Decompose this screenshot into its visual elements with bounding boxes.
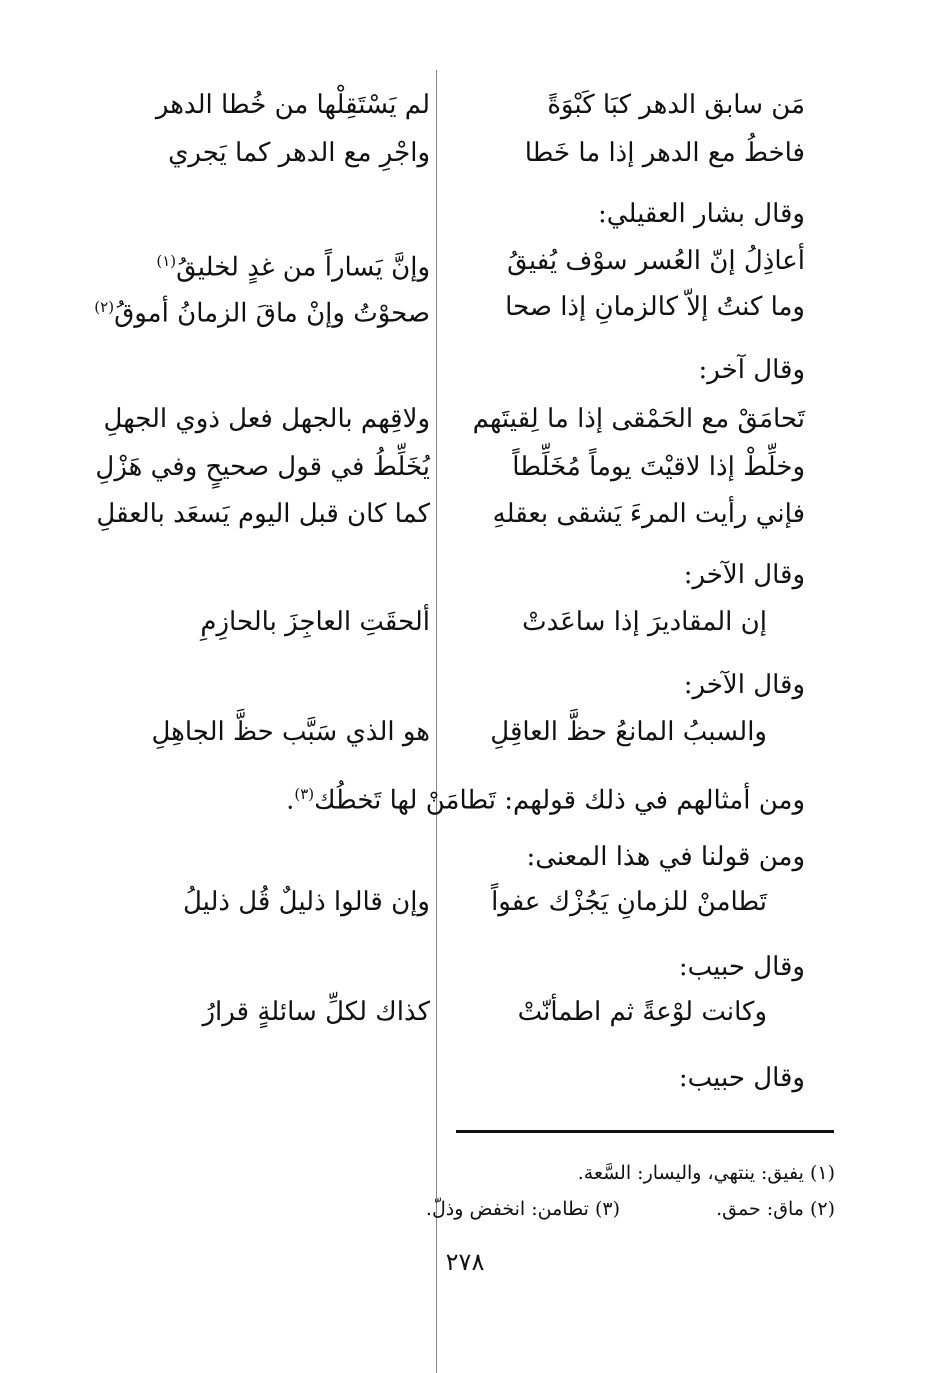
verse-6-second-hemistich: يُخَلِّطُ في قول صحيحٍ وفي هَزْلِ (95, 452, 430, 482)
verse-9-first-hemistich: والسببُ المانعُ حظَّ العاقِلِ (490, 717, 767, 747)
poem-heading: وقال الآخر: (683, 670, 805, 700)
page-number: ٢٧٨ (445, 1248, 485, 1276)
verse-4-second-hemistich (20, 290, 430, 331)
poem-heading: وقال بشار العقيلي: (598, 199, 805, 229)
verse-3-second-hemistich (20, 244, 430, 285)
verse-10-second-hemistich: وإن قالوا ذليلٌ قُل ذليلُ (182, 887, 430, 917)
prose-line (105, 777, 805, 818)
verse-9-second-hemistich: هو الذي سَبَّب حظَّ الجاهِلِ (151, 717, 430, 747)
verse-7-second-hemistich: كما كان قبل اليوم يَسعَد بالعقلِ (96, 499, 430, 529)
poem-heading: وقال آخر: (698, 355, 805, 385)
verse-2-second-hemistich: واجْرِ مع الدهر كما يَجري (168, 138, 430, 168)
poem-heading: وقال حبيب: (678, 1063, 805, 1093)
verse-4-first-hemistich: وما كنتُ إلاّ كالزمانِ إذا صحا (505, 292, 805, 322)
verse-1-first-hemistich: مَن سابق الدهر كبَا كَبْوَةً (547, 90, 805, 120)
poem-heading: وقال الآخر: (683, 560, 805, 590)
verse-8-first-hemistich: إن المقاديرَ إذا ساعَدتْ (522, 607, 767, 637)
verse-text: صحوْتُ وإنْ ماقَ الزمانُ أموقُ (114, 298, 430, 329)
footnote-separator (456, 1130, 834, 1133)
prose-text: ومن أمثالهم في ذلك قولهم: تَطامَنْ لها تَخطُك (314, 785, 805, 816)
poem-heading: وقال حبيب: (678, 952, 805, 982)
footnote-marker: (٢) (94, 298, 115, 316)
verse-text: وإنَّ يَساراً من غدٍ لخليقُ (176, 252, 430, 283)
verse-5-first-hemistich: تَحامَقْ مع الحَمْقى إذا ما لِقيتَهم (472, 404, 805, 434)
verse-7-first-hemistich: فإني رأيت المرءَ يَشقى بعقلهِ (492, 499, 805, 529)
footnote-marker: (٣) (294, 785, 315, 803)
poem-heading: ومن قولنا في هذا المعنى: (526, 842, 805, 872)
footnote-3: (٣) تطامن: انخفض وذلّ. (425, 1198, 620, 1220)
verse-6-first-hemistich: وخلِّطْ إذا لاقيْتَ يوماً مُخَلِّطاً (512, 452, 805, 482)
verse-10-first-hemistich: تَطامنْ للزمانِ يَجُزْك عفواً (491, 887, 767, 917)
verse-1-second-hemistich: لم يَسْتَقِلْها من خُطا الدهر (155, 90, 430, 120)
prose-tail: . (286, 785, 295, 816)
footnote-marker: (١) (156, 252, 177, 270)
verse-2-first-hemistich: فاخطُ مع الدهر إذا ما خَطا (524, 138, 805, 168)
verse-11-first-hemistich: وكانت لوْعةً ثم اطمأنّتْ (517, 997, 767, 1027)
verse-3-first-hemistich: أعاذِلُ إنّ العُسر سوْف يُفيقُ (507, 246, 805, 276)
footnote-2: (٢) ماق: حمق. (716, 1198, 835, 1220)
verse-5-second-hemistich: ولاقِهم بالجهل فعل ذوي الجهلِ (103, 404, 430, 434)
verse-11-second-hemistich: كذاك لكلِّ سائلةٍ قرارُ (202, 997, 430, 1027)
footnote-1: (١) يفيق: ينتهي، واليسار: السَّعة. (577, 1162, 835, 1184)
verse-8-second-hemistich: ألحقَتِ العاجِزَ بالحازِمِ (200, 607, 430, 637)
